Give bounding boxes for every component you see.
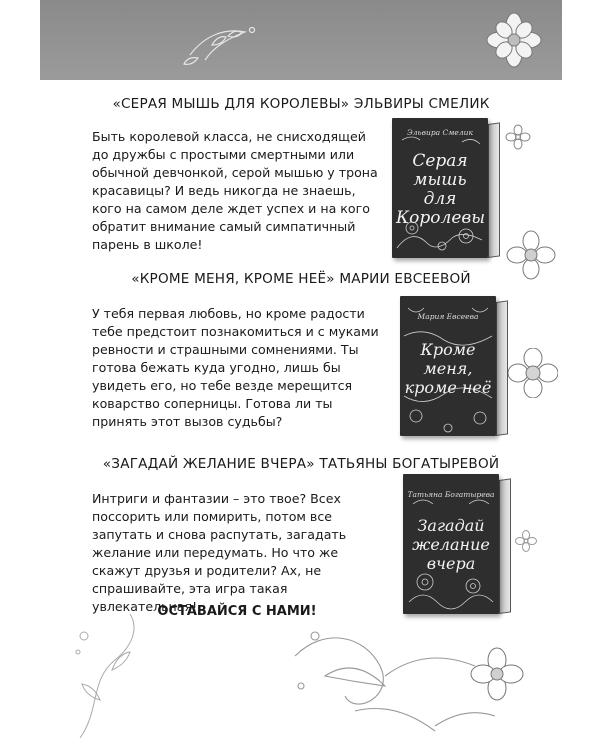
book-spine <box>499 478 511 614</box>
header-floral-ornament <box>40 0 562 80</box>
cover-author: Татьяна Богатырева <box>407 490 495 499</box>
book-cover-1 <box>392 118 500 264</box>
section-1-description: Быть королевой класса, не снисходящей до дружбы с простыми смертными или обычной девчонкой, серой мышью у трона красавицы? И ведь никогда не знаешь, кого на самом деле ждет успех и на кого обратит внимание самый симпатичный парень в школе! <box>92 129 378 252</box>
cover-title: Серая мышь для Королевы <box>396 151 486 228</box>
cover-author: Эльвира Смелик <box>407 128 473 137</box>
book-cover-art <box>400 296 496 436</box>
book-cover-art <box>392 118 488 258</box>
book-spine <box>496 300 508 436</box>
section-1-title: «СЕРАЯ МЫШЬ ДЛЯ КОРОЛЕВЫ» ЭЛЬВИРЫ СМЕЛИК <box>112 96 490 112</box>
small-flower-icon <box>505 124 531 150</box>
floral-swirl-ornament <box>70 600 150 740</box>
header-band <box>40 0 562 80</box>
book-spine <box>488 122 500 258</box>
book-cover-3 <box>403 474 511 620</box>
flower-icon <box>506 230 556 280</box>
small-flower-icon <box>515 530 537 552</box>
book-cover-art <box>403 474 499 614</box>
cover-title: Загадай желание вчера <box>412 516 490 573</box>
cover-title: Кроме меня, кроме неё <box>404 340 492 397</box>
section-3-title: «ЗАГАДАЙ ЖЕЛАНИЕ ВЧЕРА» ТАТЬЯНЫ БОГАТЫРЕВОЙ <box>102 456 500 472</box>
flower-icon <box>508 348 558 398</box>
cover-author: Мария Евсеева <box>417 312 479 321</box>
large-floral-ornament <box>285 616 535 746</box>
closing-call-to-action: ОСТАВАЙСЯ С НАМИ! <box>157 604 317 619</box>
book-cover-2 <box>400 296 508 442</box>
section-3-description: Интриги и фантазии – это твое? Всех поссорить или помирить, потом все запутать и снова распутать, загадать желание или передумать. Но что же скажут друзья и родители? Ах, не спрашивайте, эта игра такая увлекательная! <box>92 491 347 614</box>
section-2-title: «КРОМЕ МЕНЯ, КРОМЕ НЕЁ» МАРИИ ЕВСЕЕВОЙ <box>131 271 471 287</box>
section-2-description: У тебя первая любовь, но кроме радости тебе предстоит познакомиться и с муками ревности и страшными сомнениями. Ты готова бежать куда угодно, лишь бы увидеть его, но тебе везде мерещится коварство соперницы. Готова ли ты принять этот вызов судьбы? <box>92 306 379 429</box>
